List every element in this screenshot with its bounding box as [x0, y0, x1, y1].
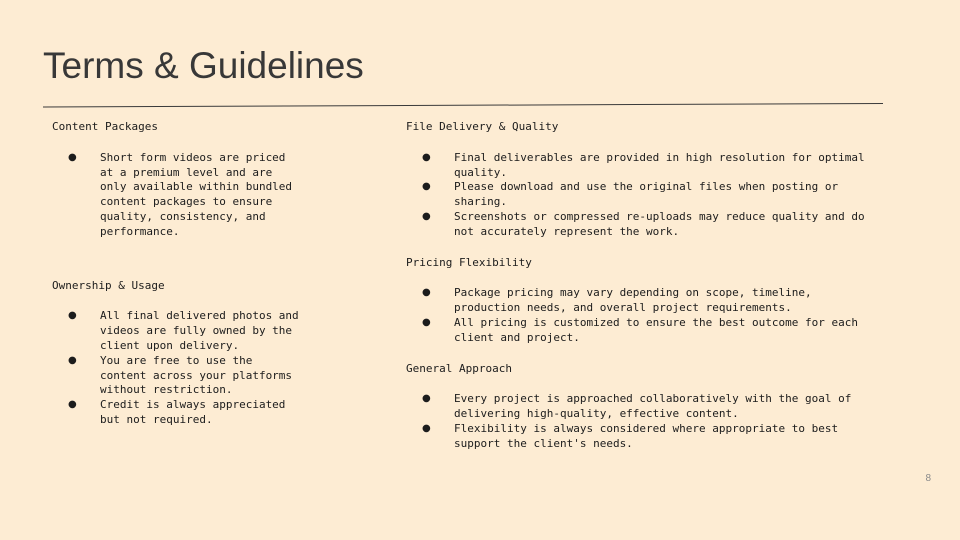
bullet-icon: ● [422, 287, 431, 299]
title-divider [43, 102, 883, 110]
section-heading: General Approach [406, 361, 512, 375]
section-heading: Ownership & Usage [52, 278, 165, 292]
list-item: ● All final delivered photos and videos are fully owned by the client upon delivery. [68, 309, 299, 352]
bullet-list [52, 309, 382, 427]
list-item: ● Credit is always appreciated but not required. [68, 398, 286, 426]
section-heading: Content Packages [52, 120, 158, 133]
bullet-icon: ● [422, 393, 431, 405]
section-general-approach [406, 362, 886, 452]
list-item: ● Package pricing may vary depending on scope, timeline, production needs, and overall project requirements. [422, 286, 812, 315]
section-heading: File Delivery & Quality [406, 120, 559, 133]
section-file-delivery-quality [406, 120, 886, 240]
right-column [406, 120, 886, 452]
list-item: ● Short form videos are priced at a premium level and are only available within bundled content packages to ensure quality, consistency, and performance. [68, 150, 293, 238]
slide-title: Terms & Guidelines [43, 45, 364, 86]
bullet-icon: ● [68, 399, 77, 411]
list-item: ● Final deliverables are provided in high resolution for optimal quality. [422, 150, 865, 179]
bullet-icon: ● [68, 310, 77, 322]
section-ownership-usage [52, 279, 382, 428]
bullet-icon: ● [68, 151, 77, 163]
bullet-icon: ● [422, 422, 431, 434]
bullet-list [406, 392, 886, 451]
list-item: ● You are free to use the content across your platforms without restriction. [68, 353, 293, 397]
page-number: 8 [925, 473, 931, 484]
section-heading: Pricing Flexibility [406, 255, 532, 269]
bullet-icon: ● [422, 151, 431, 163]
list-item: ● Screenshots or compressed re-uploads may reduce quality and do not accurately represent the work. [422, 209, 865, 238]
list-item: ● All pricing is customized to ensure the best outcome for each client and project. [422, 315, 858, 344]
left-column [52, 120, 382, 428]
list-item: ● Flexibility is always considered where appropriate to best support the client's needs. [422, 421, 839, 450]
bullet-list [52, 151, 382, 240]
bullet-icon: ● [68, 354, 77, 366]
list-item: ● Please download and use the original files when posting or sharing. [422, 180, 839, 209]
bullet-icon: ● [422, 316, 431, 328]
bullet-icon: ● [422, 181, 431, 193]
bullet-icon: ● [422, 210, 431, 222]
bullet-list [406, 151, 886, 240]
list-item: ● Every project is approached collaboratively with the goal of delivering high-quality, effective content. [422, 392, 852, 421]
bullet-list [406, 286, 886, 345]
section-content-packages [52, 120, 382, 240]
section-pricing-flexibility [406, 256, 886, 346]
